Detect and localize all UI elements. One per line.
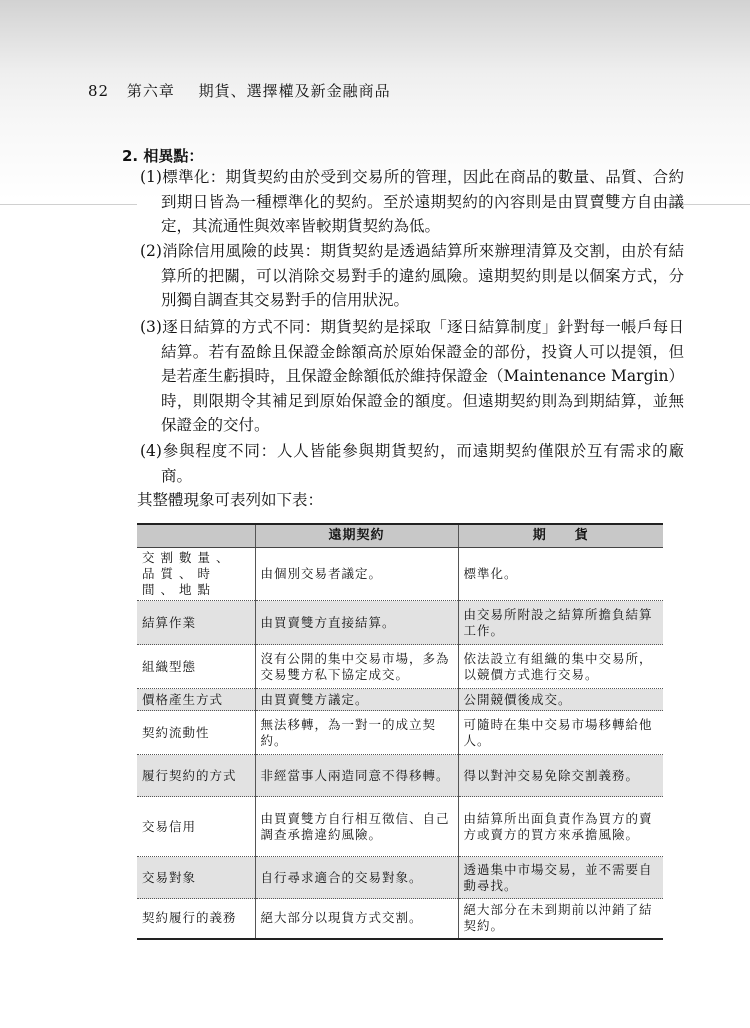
header-cell-forward: 遠期契約: [255, 524, 458, 548]
row-label: 履行契約的方式: [137, 755, 255, 797]
decorative-line-left: [0, 204, 137, 205]
table-row: [137, 689, 663, 711]
table-row: [137, 645, 663, 689]
list-item: (1)標準化：期貨契約由於受到交易所的管理，因此在商品的數量、品質、合約到期日皆為一種標準化的契約。至於遠期契約的內容則是由買賣雙方自由議定，其流通性與效率皆較期貨契約為低。: [140, 168, 684, 235]
chapter-label: 第六章: [126, 82, 175, 100]
table-row: [137, 857, 663, 899]
table-row: [137, 548, 663, 601]
row-label: 交割數量、品質、時間、地點: [137, 548, 255, 601]
table-row: [137, 899, 663, 939]
row-label: 契約流動性: [137, 711, 255, 755]
running-header: [88, 80, 391, 101]
futures-cell: 公開競價後成交。: [458, 689, 663, 711]
forward-cell: 沒有公開的集中交易市場，多為交易雙方私下協定成交。: [255, 645, 458, 689]
futures-cell: 得以對沖交易免除交割義務。: [458, 755, 663, 797]
table-row: [137, 797, 663, 857]
row-label: 契約履行的義務: [137, 899, 255, 939]
futures-cell: 絕大部分在未到期前以沖銷了結契約。: [458, 899, 663, 939]
forward-cell: 由買賣雙方直接結算。: [255, 601, 458, 645]
page-number: 82: [88, 82, 110, 100]
table-intro: 其整體現象可表列如下表：: [137, 491, 324, 509]
row-label: 交易信用: [137, 797, 255, 857]
row-label: 結算作業: [137, 601, 255, 645]
header-cell-futures: 期 貨: [458, 524, 663, 548]
futures-cell: 依法設立有組織的集中交易所，以競價方式進行交易。: [458, 645, 663, 689]
row-label: 價格產生方式: [137, 689, 255, 711]
list-item: (4)參與程度不同：人人皆能參與期貨契約，而遠期契約僅限於互有需求的廠商。: [140, 442, 684, 485]
forward-cell: 非經當事人兩造同意不得移轉。: [255, 755, 458, 797]
row-label: 交易對象: [137, 857, 255, 899]
list-item: (2)消除信用風險的歧異：期貨契約是透過結算所來辦理清算及交割，由於有結算所的把關，可以消除交易對手的違約風險。遠期契約則是以個案方式，分別獨自調查其交易對手的信用狀況。: [140, 242, 684, 309]
forward-cell: 絕大部分以現貨方式交割。: [255, 899, 458, 939]
table-row: [137, 755, 663, 797]
forward-cell: 由買賣雙方自行相互徵信、自己調查承擔違約風險。: [255, 797, 458, 857]
chapter-title: 期貨、選擇權及新金融商品: [198, 82, 391, 100]
futures-cell: 可隨時在集中交易市場移轉給他人。: [458, 711, 663, 755]
futures-cell: 透過集中市場交易，並不需要自動尋找。: [458, 857, 663, 899]
forward-cell: 自行尋求適合的交易對象。: [255, 857, 458, 899]
futures-cell: 由結算所出面負責作為買方的賣方或賣方的買方來承擔風險。: [458, 797, 663, 857]
futures-cell: 由交易所附設之結算所擔負結算工作。: [458, 601, 663, 645]
table-header-row: [137, 524, 663, 548]
comparison-table: [137, 523, 663, 940]
forward-cell: 由個別交易者議定。: [255, 548, 458, 601]
row-label: 組織型態: [137, 645, 255, 689]
header-cell-blank: [137, 524, 255, 548]
table-row: [137, 711, 663, 755]
forward-cell: 由買賣雙方議定。: [255, 689, 458, 711]
section-title: 2. 相異點：: [122, 147, 204, 165]
futures-cell: 標準化。: [458, 548, 663, 601]
table-row: [137, 601, 663, 645]
list-item: (3)逐日結算的方式不同：期貨契約是採取「逐日結算制度」針對每一帳戶每日結算。若有盈餘且保證金餘額高於原始保證金的部份，投資人可以提領，但是若產生虧損時，且保證金餘額低於維持保證金（Maintenance Margin）時，則限期令其補足到原始保證金的額度。但遠期契約則為到期結算，並無保證金的交付。: [140, 318, 684, 434]
forward-cell: 無法移轉，為一對一的成立契約。: [255, 711, 458, 755]
